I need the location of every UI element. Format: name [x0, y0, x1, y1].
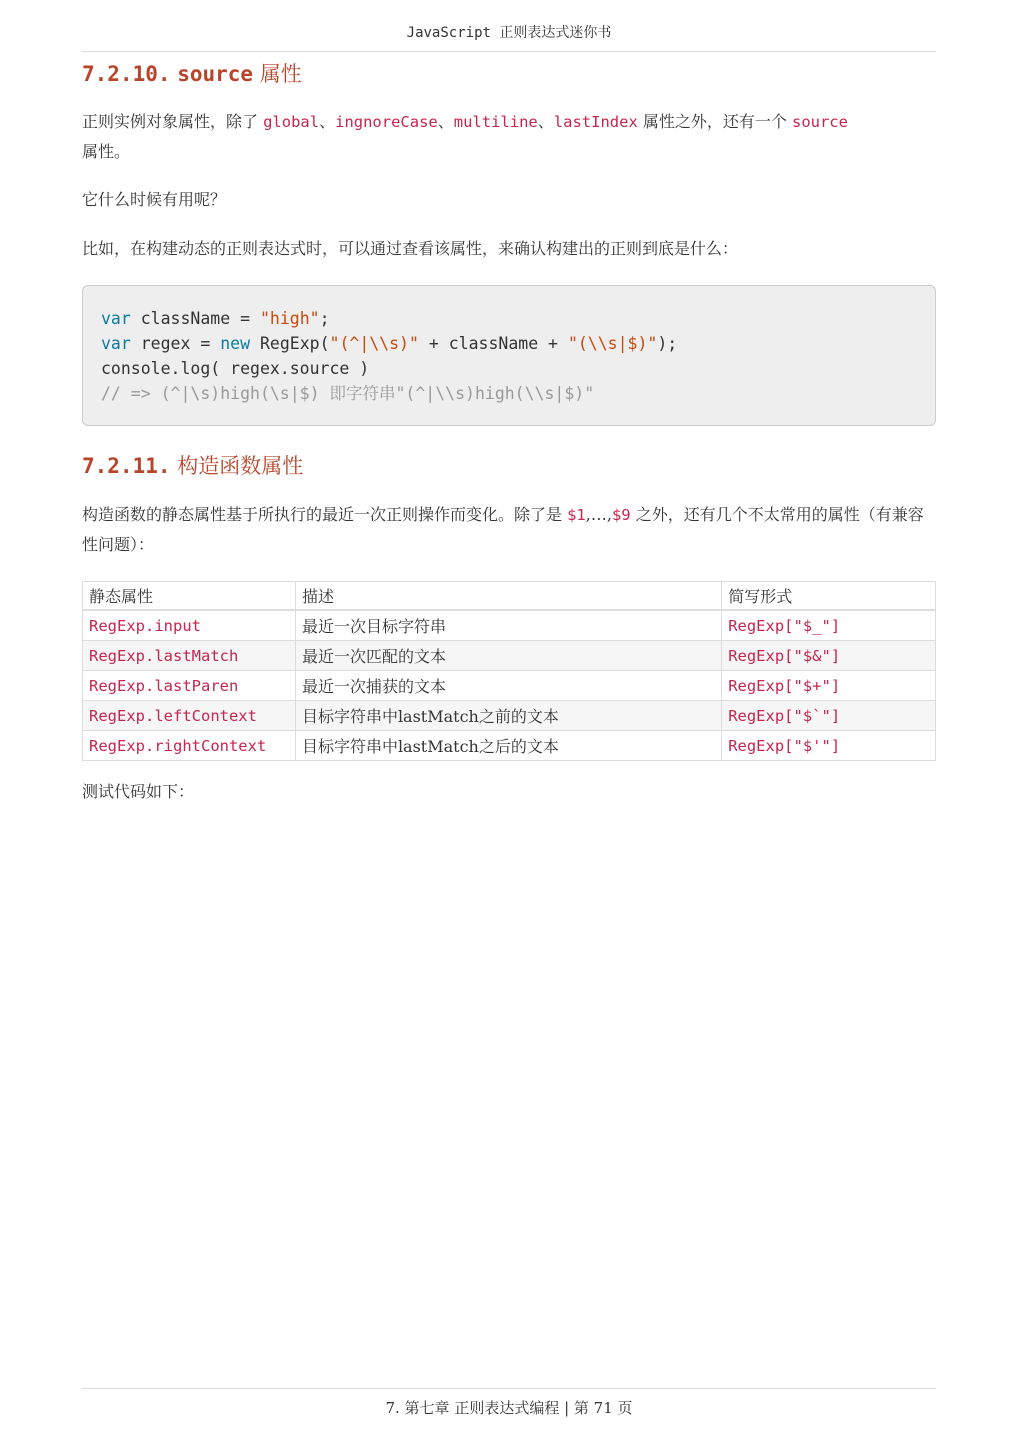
inline-code-dollar-9: $9 — [611, 506, 631, 524]
section-title-code: source — [177, 62, 254, 86]
code-line-4-comment: // => (^|\s)high(\s|$) 即字符串"(^|\\s)high(\\s|$)" — [101, 384, 595, 403]
paragraph-source-intro — [82, 107, 936, 167]
property-description: 目标字符串中lastMatch之前的文本 — [295, 701, 721, 731]
keyword: new — [220, 334, 251, 353]
text: 构造函数的静态属性基于所执行的最近一次正则操作而变化。除了是 — [82, 505, 568, 524]
inline-code-multiline: multiline — [453, 113, 538, 131]
table-row — [83, 610, 936, 641]
string-literal: "high" — [259, 309, 320, 328]
inline-code-lastindex: lastIndex — [553, 113, 638, 131]
code-line-2 — [101, 334, 677, 353]
section-heading-source — [82, 64, 302, 85]
property-description: 最近一次匹配的文本 — [295, 641, 721, 671]
section-number: 7.2.10. — [82, 62, 171, 86]
property-shorthand: RegExp["$+"] — [722, 671, 936, 701]
column-header: 简写形式 — [722, 582, 936, 611]
column-header: 静态属性 — [83, 582, 296, 611]
code-block — [82, 285, 936, 426]
code-text: + className + — [418, 334, 568, 353]
text: 、 — [537, 112, 554, 131]
paragraph-constructor-intro — [82, 500, 936, 560]
property-description: 最近一次捕获的文本 — [295, 671, 721, 701]
running-footer: 7. 第七章 正则表达式编程 | 第 71 页 — [385, 1399, 633, 1417]
footer-divider — [82, 1388, 936, 1389]
property-shorthand: RegExp["$_"] — [722, 610, 936, 641]
text: 属性。 — [82, 142, 131, 161]
string-literal: "(\\s|$)" — [567, 334, 658, 353]
section-number: 7.2.11. — [82, 454, 171, 478]
paragraph-example-intro: 比如，在构建动态的正则表达式时，可以通过查看该属性，来确认构建出的正则到底是什么： — [82, 239, 739, 258]
table-row — [83, 731, 936, 761]
static-properties-table — [82, 581, 936, 761]
keyword: var — [101, 309, 131, 328]
text: 、 — [319, 112, 336, 131]
inline-code-source: source — [791, 113, 848, 131]
text: 之外，还有几个不太常用的属性（有兼容性问题）： — [82, 505, 924, 554]
paragraph-question: 它什么时候有用呢？ — [82, 190, 227, 209]
code-line-3: console.log( regex.source ) — [101, 359, 370, 378]
text: 正则实例对象属性，除了 — [82, 112, 264, 131]
running-header: JavaScript 正则表达式迷你书 — [406, 25, 612, 41]
section-title-text: 构造函数属性 — [177, 454, 304, 478]
text: 、 — [437, 112, 454, 131]
string-literal: "(^|\\s)" — [329, 334, 419, 353]
property-name: RegExp.input — [83, 610, 296, 641]
property-description: 最近一次目标字符串 — [295, 610, 721, 641]
header-divider — [82, 51, 936, 52]
property-name: RegExp.lastParen — [83, 671, 296, 701]
table-row — [83, 701, 936, 731]
keyword: var — [101, 334, 131, 353]
code-text: RegExp( — [250, 334, 330, 353]
inline-code-global: global — [263, 113, 320, 131]
text: ,…, — [585, 505, 612, 524]
property-name: RegExp.rightContext — [83, 731, 296, 761]
property-shorthand: RegExp["$'"] — [722, 731, 936, 761]
table-row — [83, 671, 936, 701]
property-description: 目标字符串中lastMatch之后的文本 — [295, 731, 721, 761]
table-row — [83, 641, 936, 671]
code-text: regex = — [130, 334, 221, 353]
column-header: 描述 — [295, 582, 721, 611]
property-name: RegExp.lastMatch — [83, 641, 296, 671]
text: 属性之外，还有一个 — [637, 112, 792, 131]
code-line-1 — [101, 309, 330, 328]
inline-code-dollar-1: $1 — [567, 506, 586, 524]
property-shorthand: RegExp["$&"] — [722, 641, 936, 671]
section-title-text: 属性 — [259, 62, 302, 86]
code-text: ; — [319, 309, 330, 328]
code-text: ); — [657, 334, 678, 353]
property-name: RegExp.leftContext — [83, 701, 296, 731]
paragraph-test-code-intro: 测试代码如下： — [82, 782, 195, 801]
property-shorthand: RegExp["$`"] — [722, 701, 936, 731]
table-header-row — [83, 582, 936, 611]
inline-code-ignorecase: ingnoreCase — [335, 113, 438, 131]
code-text: className = — [130, 309, 260, 328]
section-heading-constructor — [82, 456, 303, 477]
